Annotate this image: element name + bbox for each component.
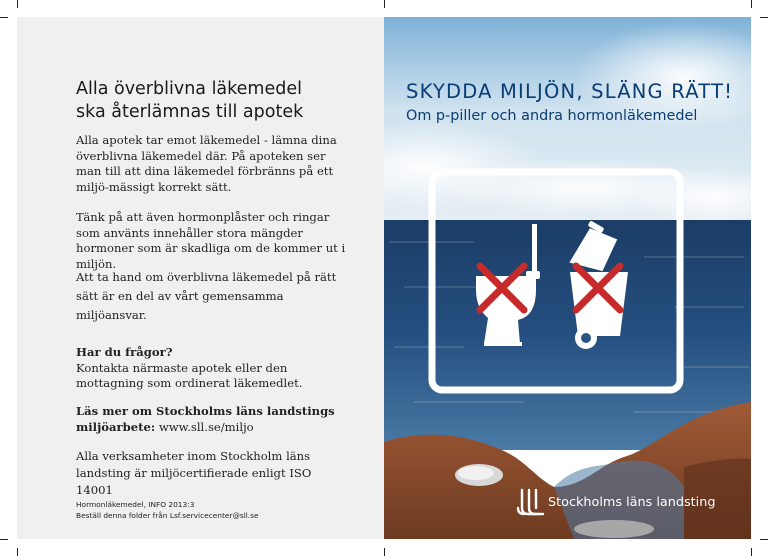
crop-mark (760, 539, 768, 540)
crop-mark (0, 17, 8, 18)
logo-text: Stockholms läns landsting (548, 495, 716, 510)
questions-heading: Har du frågor? (76, 345, 173, 359)
read-more-block (76, 404, 346, 435)
iso-certification-text: Alla verksamheter inom Stockholm läns landsting är miljöcertifierade enligt ISO 14001 (76, 449, 312, 497)
footer-info (76, 500, 356, 521)
footer-info-line1: Hormonläkemedel, INFO 2013:3 (76, 500, 195, 509)
read-more-heading: Läs mer om Stockholms läns landstings miljöarbete: (76, 404, 335, 434)
crop-mark (384, 548, 385, 556)
questions-text: Kontakta närmaste apotek eller den mottagning som ordinerat läkemedlet. (76, 360, 303, 391)
questions-block (76, 345, 346, 392)
paragraph-hormone-patches: Tänk på att även hormonplåster och ringar som använts innehåller stora mängder hormoner som är skadliga om de kommer ut i miljön. (76, 210, 346, 271)
crop-mark (17, 0, 18, 8)
subtitle: Om p-piller och andra hormonläkemedel (406, 108, 698, 124)
crop-mark (760, 17, 768, 18)
crop-mark (384, 0, 385, 8)
read-more-link[interactable]: www.sll.se/miljo (158, 419, 254, 434)
paragraph-pharmacy: Alla apotek tar emot läkemedel - lämna dina överblivna läkemedel där. På apoteken ser man till att dina läkemedel förbränns på ett miljö-mässigt korrekt sätt. (76, 133, 337, 194)
crop-mark (0, 539, 8, 540)
left-heading (76, 78, 356, 124)
crop-mark (751, 548, 752, 556)
crop-mark (751, 0, 752, 8)
main-title: SKYDDA MILJÖN, SLÄNG RÄTT! (406, 80, 734, 103)
paragraph-responsibility: Att ta hand om överblivna läkemedel på rätt sätt är en del av vårt gemensamma miljöansvar. (76, 270, 337, 322)
do-not-flush-or-trash-sign (428, 168, 684, 394)
footer-order-line: Beställ denna folder från Lsf.servicecenter@sll.se (76, 510, 259, 520)
crop-mark (17, 548, 18, 556)
left-heading-line1: Alla överblivna läkemedel (76, 79, 302, 99)
left-heading-line2: ska återlämnas till apotek (76, 102, 304, 122)
